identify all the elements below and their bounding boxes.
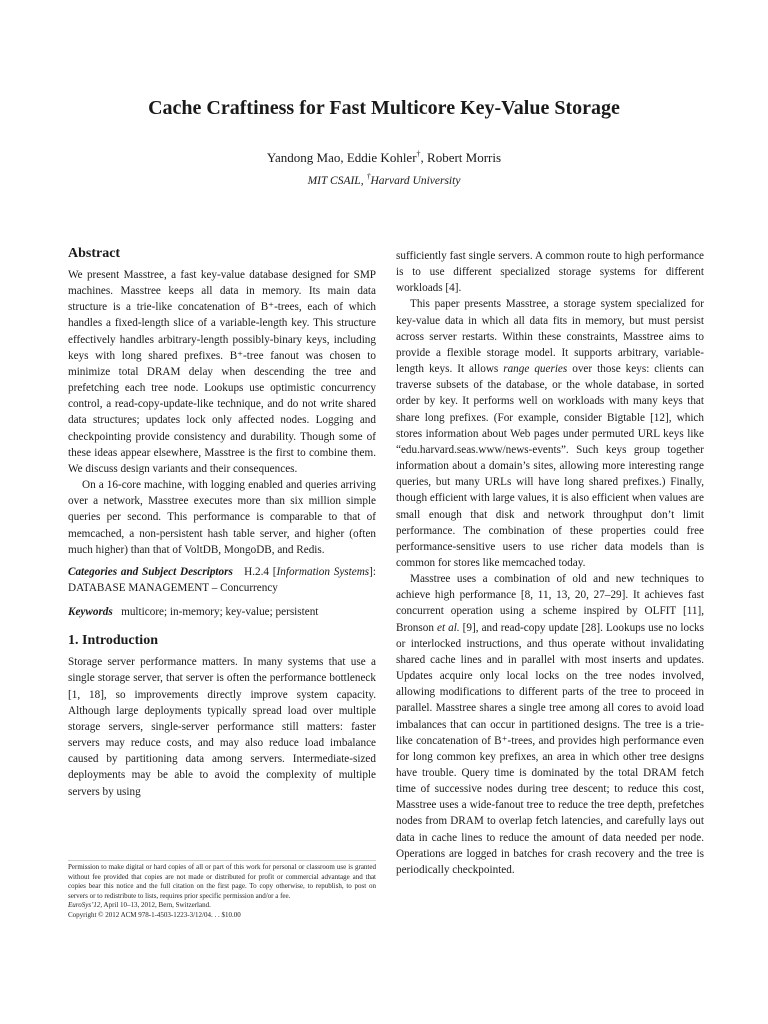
keywords-text: multicore; in-memory; key-value; persistent	[121, 606, 319, 619]
categories-rest: ]: DATABASE MANAGEMENT – Concurrency	[68, 565, 377, 594]
right-column	[396, 248, 704, 878]
copyright-footnote	[68, 860, 376, 921]
affiliation-1: MIT CSAIL,	[307, 175, 367, 187]
right-p2-part-a: Masstree uses a combination of old and new techniques to achieve high performance [8, 11, 13, 20, 27–29]. It achieves fast concurrent operation using a scheme inspired by OLFIT [11], Bronson	[396, 573, 704, 634]
abstract-paragraph-1: We present Masstree, a fast key-value database designed for SMP machines. Masstree keeps all data in memory. Its main data structure is a trie-like concatenation of B⁺-trees, each of which handles a fixed-length slice of a variable-length key. This structure effectively handles arbitrary-length possibly-binary keys, including keys with long shared prefixes. B⁺-tree fanout was chosen to minimize total DRAM delay when descending the tree and prefetching each tree node. Lookups use optimistic concurrency control, a read-copy-update-like technique, and do not write shared data structures; updates lock only affected nodes. Logging and checkpointing provide consistency and durability. Though some of these ideas appear elsewhere, Masstree is the first to combine them. We discuss design variants and their consequences.	[68, 269, 376, 475]
venue-details: April 10–13, 2012, Bern, Switzerland.	[102, 901, 211, 910]
right-paragraph-2	[396, 571, 704, 878]
abstract-paragraph-2: On a 16-core machine, with logging enabled and queries arriving over a network, Masstree executes more than six million simple queries per second. This performance is comparable to that of memcached, a non-persistent hash table server, and higher (often much higher) than that of VoltDB, MongoDB, and Redis.	[68, 479, 376, 556]
abstract-heading: Abstract	[68, 246, 121, 261]
introduction-paragraph-1: Storage server performance matters. In many systems that use a single storage server, that server is often the performance bottleneck [1, 18], so improvements directly improve system capacity. Although large deployments typically spread load over multiple storage servers, single-server performance still matters: faster servers may reduce costs, and may also reduce load imbalance caused by partitioning data among servers. Intermediate-sized deployments may be able to avoid the complexity of multiple servers by using	[68, 656, 376, 798]
right-p1-part-a: This paper presents Masstree, a storage system specialized for key-value data in which all data fits in memory, but must persist across server restarts. Within these constraints, Masstree aims to provide a flexible storage model. It supports arbitrary, variable-length keys. It allows	[396, 298, 704, 376]
keywords-line	[68, 604, 376, 620]
categories-code: H.2.4 [	[244, 565, 277, 578]
permission-notice: Permission to make digital or hard copies of all or part of this work for personal or classroom use is granted without fee provided that copies are not made or distributed for profit or commercial advantage and that copies bear this notice and the full citation on the first page. To copy otherwise, to republish, to post on servers or to redistribute to lists, requires prior specific permission and/or a fee.	[68, 863, 376, 900]
author-dagger: †	[416, 149, 421, 159]
author-list	[0, 150, 768, 166]
author-names-1: Yandong Mao, Eddie Kohler	[266, 150, 417, 165]
right-p1-part-c: over those keys: clients can traverse subsets of the database, or the whole database, in sorted order by key. It performs well on workloads with many keys that share long prefixes. (For example, consider Bigtable [12], which stores information about Web pages under permuted URL keys like “edu.harvard.seas.www/news-events”. Such keys group together information about a domain’s sites, allowing more interesting range queries, but many URLs will have long shared prefixes.) Finally, though efficient with large values, it is also efficient when values are small enough that disk and network throughput don’t limit performance. The combination of these properties could free performance-sensitive users to use richer data models than is common for stores like memcached today.	[396, 363, 704, 569]
author-affiliations	[0, 172, 768, 187]
right-p2-part-c: [9], and read-copy update [28]. Lookups use no locks or interlocked instructions, and thus operate without invalidating shared cache lines and in parallel with most inserts and updates. Updates acquire only local locks on the tree nodes involved, allowing modifications to different parts of the tree to proceed in parallel. Masstree shares a single tree among all cores to avoid load imbalances that can occur in partitioned designs. The tree is a trie-like concatenation of B⁺-trees, and provides high performance even for long common key prefixes, an area in which other tree designs have trouble. Query time is dominated by the total DRAM fetch time of successive nodes during tree descent; to reduce this cost, Masstree uses a wide-fanout tree to reduce the tree depth, prefetches nodes from DRAM to overlap fetch latencies, and carefully lays out data in cache lines to reduce the amount of data needed per node. Operations are logged in batches for crash recovery and the tree is periodically checkpointed.	[396, 621, 704, 876]
categories-descriptors	[68, 564, 376, 596]
right-paragraph-0: sufficiently fast single servers. A common route to high performance is to use different specialized storage systems for different workloads [4].	[396, 250, 704, 295]
footnote-rule	[68, 860, 376, 861]
copyright-line: Copyright © 2012 ACM 978-1-4503-1223-3/12/04. . . $10.00	[68, 910, 241, 919]
introduction-heading: 1. Introduction	[68, 633, 158, 649]
right-p2-italic: et al.	[436, 621, 460, 634]
right-p1-italic: range queries	[503, 363, 568, 376]
author-names-2: , Robert Morris	[420, 150, 502, 165]
venue-name: EuroSys’12,	[68, 901, 103, 910]
venue-line	[68, 901, 376, 911]
left-column	[68, 245, 376, 800]
affiliation-dagger: †	[366, 172, 371, 182]
categories-label: Categories and Subject Descriptors	[68, 565, 233, 578]
keywords-label: Keywords	[68, 606, 113, 619]
affiliation-2: Harvard University	[370, 175, 461, 187]
categories-italic: Information Systems	[276, 565, 370, 578]
paper-title: Cache Craftiness for Fast Multicore Key-Value Storage	[148, 97, 620, 119]
right-paragraph-1	[396, 296, 704, 571]
